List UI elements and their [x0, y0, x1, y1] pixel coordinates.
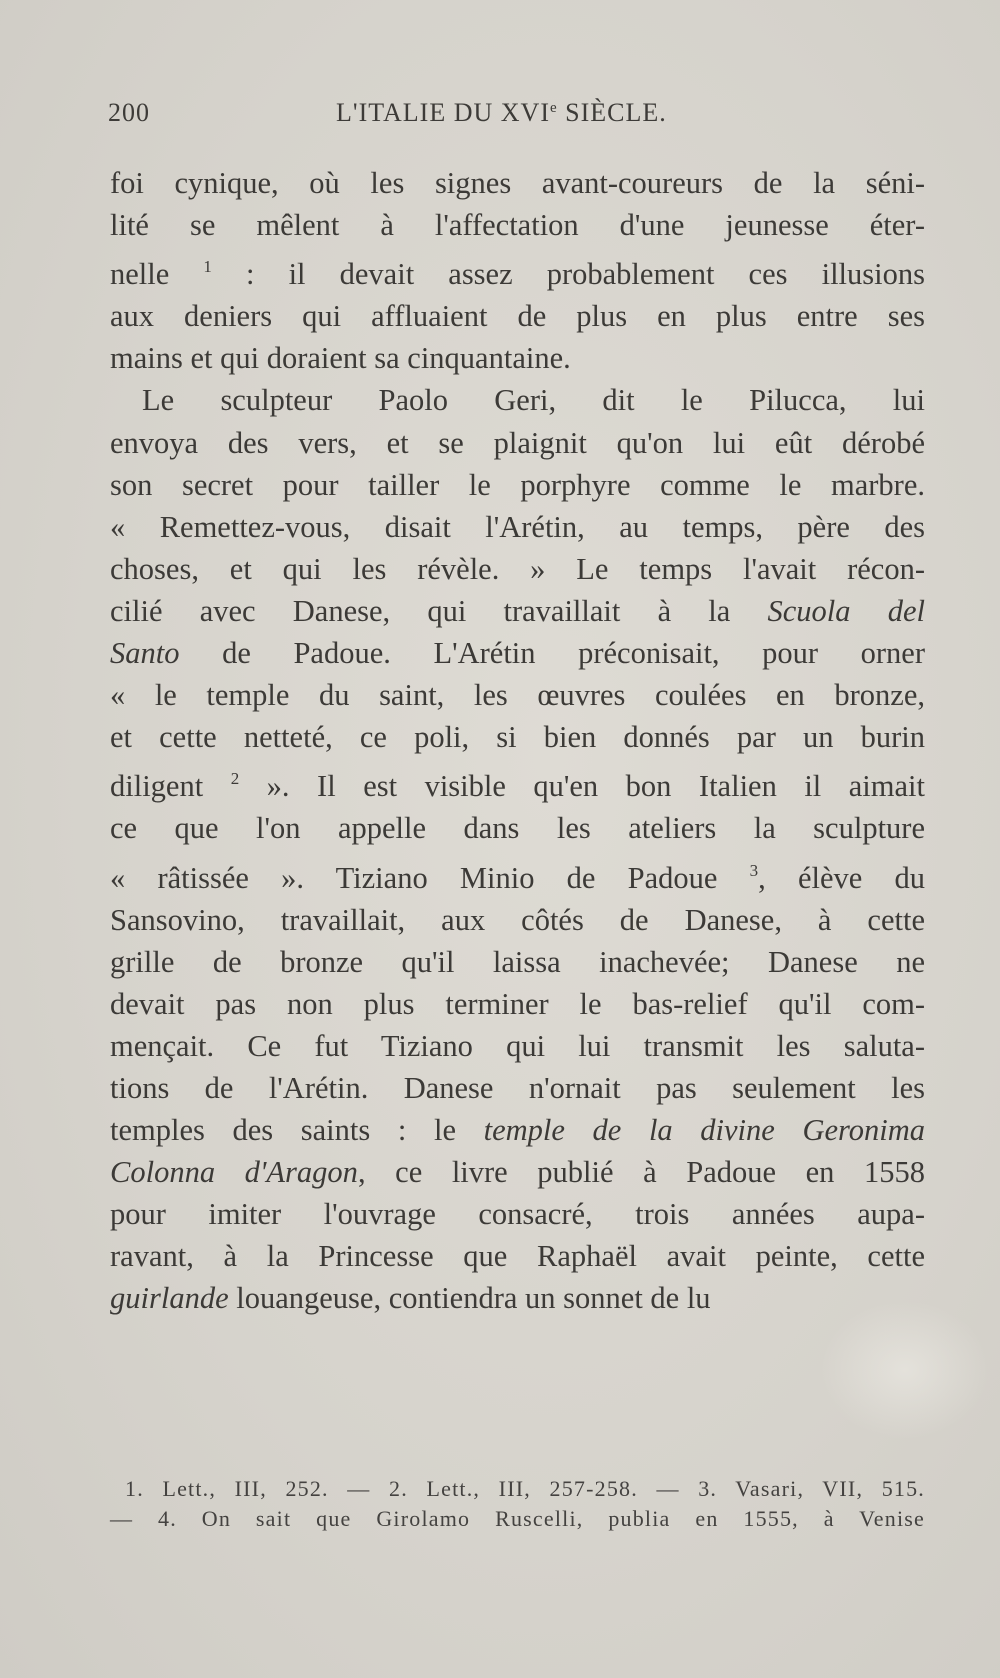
- italic-title: temple de la divine Geronima: [483, 1113, 925, 1148]
- footnotes: [110, 1474, 925, 1534]
- text-line: [110, 632, 925, 674]
- text-line: [110, 850, 925, 899]
- text-line: [110, 1109, 925, 1151]
- text-line: [110, 1151, 925, 1193]
- italic-title: Scuola del: [767, 593, 925, 628]
- italic-word: guirlande: [110, 1281, 229, 1316]
- text-segment: , ce livre publié à Padoue en 1558: [357, 1155, 925, 1190]
- text-line: devait pas non plus terminer le bas-relief qu'il com-: [110, 986, 925, 1021]
- footnote-ref: 2: [230, 769, 240, 789]
- text-segment: diligent: [110, 769, 231, 804]
- text-line: foi cynique, où les signes avant-coureurs de la séni-: [110, 166, 925, 200]
- text-segment: ». Il est visible qu'en bon Italien il aimait: [239, 769, 925, 804]
- text-line: choses, et qui les révèle. » Le temps l'avait récon-: [110, 551, 925, 586]
- text-segment: nelle: [110, 257, 204, 292]
- running-title-text: L'ITALIE DU XVI: [336, 98, 550, 127]
- text-segment: temples des saints : le: [110, 1113, 484, 1148]
- text-line: ravant, à la Princesse que Raphaël avait peinte, cette: [110, 1239, 925, 1274]
- text-segment: cilié avec Danese, qui travaillait à la: [110, 593, 768, 628]
- text-line: [110, 758, 925, 807]
- text-line: [110, 590, 925, 632]
- text-segment: louangeuse, contiendra un sonnet de lu: [228, 1281, 711, 1316]
- text-line: tions de l'Arétin. Danese n'ornait pas seulement les: [110, 1070, 925, 1105]
- text-segment: : il devait assez probablement ces illusions: [211, 257, 925, 292]
- body-text: [110, 162, 925, 1320]
- text-line: mains et qui doraient sa cinquantaine.: [110, 341, 571, 376]
- footnote-line: — 4. On sait que Girolamo Ruscelli, publia en 1555, à Venise: [110, 1506, 925, 1531]
- footnote-line: 1. Lett., III, 252. — 2. Lett., III, 257-258. — 3. Vasari, VII, 515.: [125, 1476, 925, 1501]
- paper-stain: [820, 1300, 990, 1440]
- text-line: Le sculpteur Paolo Geri, dit le Pilucca, lui: [142, 383, 925, 418]
- italic-title: Santo: [110, 636, 180, 671]
- text-segment: de Padoue. L'Arétin préconisait, pour orner: [179, 636, 925, 671]
- running-title: [336, 98, 667, 128]
- text-line: ce que l'on appelle dans les ateliers la sculpture: [110, 811, 925, 846]
- italic-title: Colonna d'Aragon: [110, 1155, 358, 1190]
- page-header: [108, 98, 928, 138]
- text-line: Sansovino, travaillait, aux côtés de Danese, à cette: [110, 902, 925, 937]
- text-line: « le temple du saint, les œuvres coulées en bronze,: [110, 678, 925, 713]
- paragraph-2: [110, 379, 925, 1319]
- text-line: [110, 1277, 925, 1319]
- footnote-ref: 3: [749, 860, 759, 880]
- text-line: [110, 246, 925, 295]
- text-line: lité se mêlent à l'affectation d'une jeunesse éter-: [110, 208, 925, 243]
- text-line: mençait. Ce fut Tiziano qui lui transmit les saluta-: [110, 1028, 925, 1063]
- text-segment: « râtissée ». Tiziano Minio de Padoue: [110, 860, 750, 895]
- page-number: 200: [108, 98, 150, 127]
- text-line: « Remettez-vous, disait l'Arétin, au temps, père des: [110, 509, 925, 544]
- text-line: aux deniers qui affluaient de plus en plus entre ses: [110, 299, 925, 334]
- text-segment: , élève du: [758, 860, 925, 895]
- text-line: et cette netteté, ce poli, si bien donnés par un burin: [110, 720, 925, 755]
- paragraph-1: [110, 162, 925, 379]
- running-title-end: SIÈCLE.: [557, 98, 667, 127]
- text-line: son secret pour tailler le porphyre comme le marbre.: [110, 467, 925, 502]
- running-title-superscript: e: [550, 100, 558, 116]
- text-line: envoya des vers, et se plaignit qu'on lui eût dérobé: [110, 425, 925, 460]
- text-line: grille de bronze qu'il laissa inachevée; Danese ne: [110, 944, 925, 979]
- footnote-ref: 1: [203, 257, 212, 277]
- text-line: pour imiter l'ouvrage consacré, trois années aupa-: [110, 1197, 925, 1232]
